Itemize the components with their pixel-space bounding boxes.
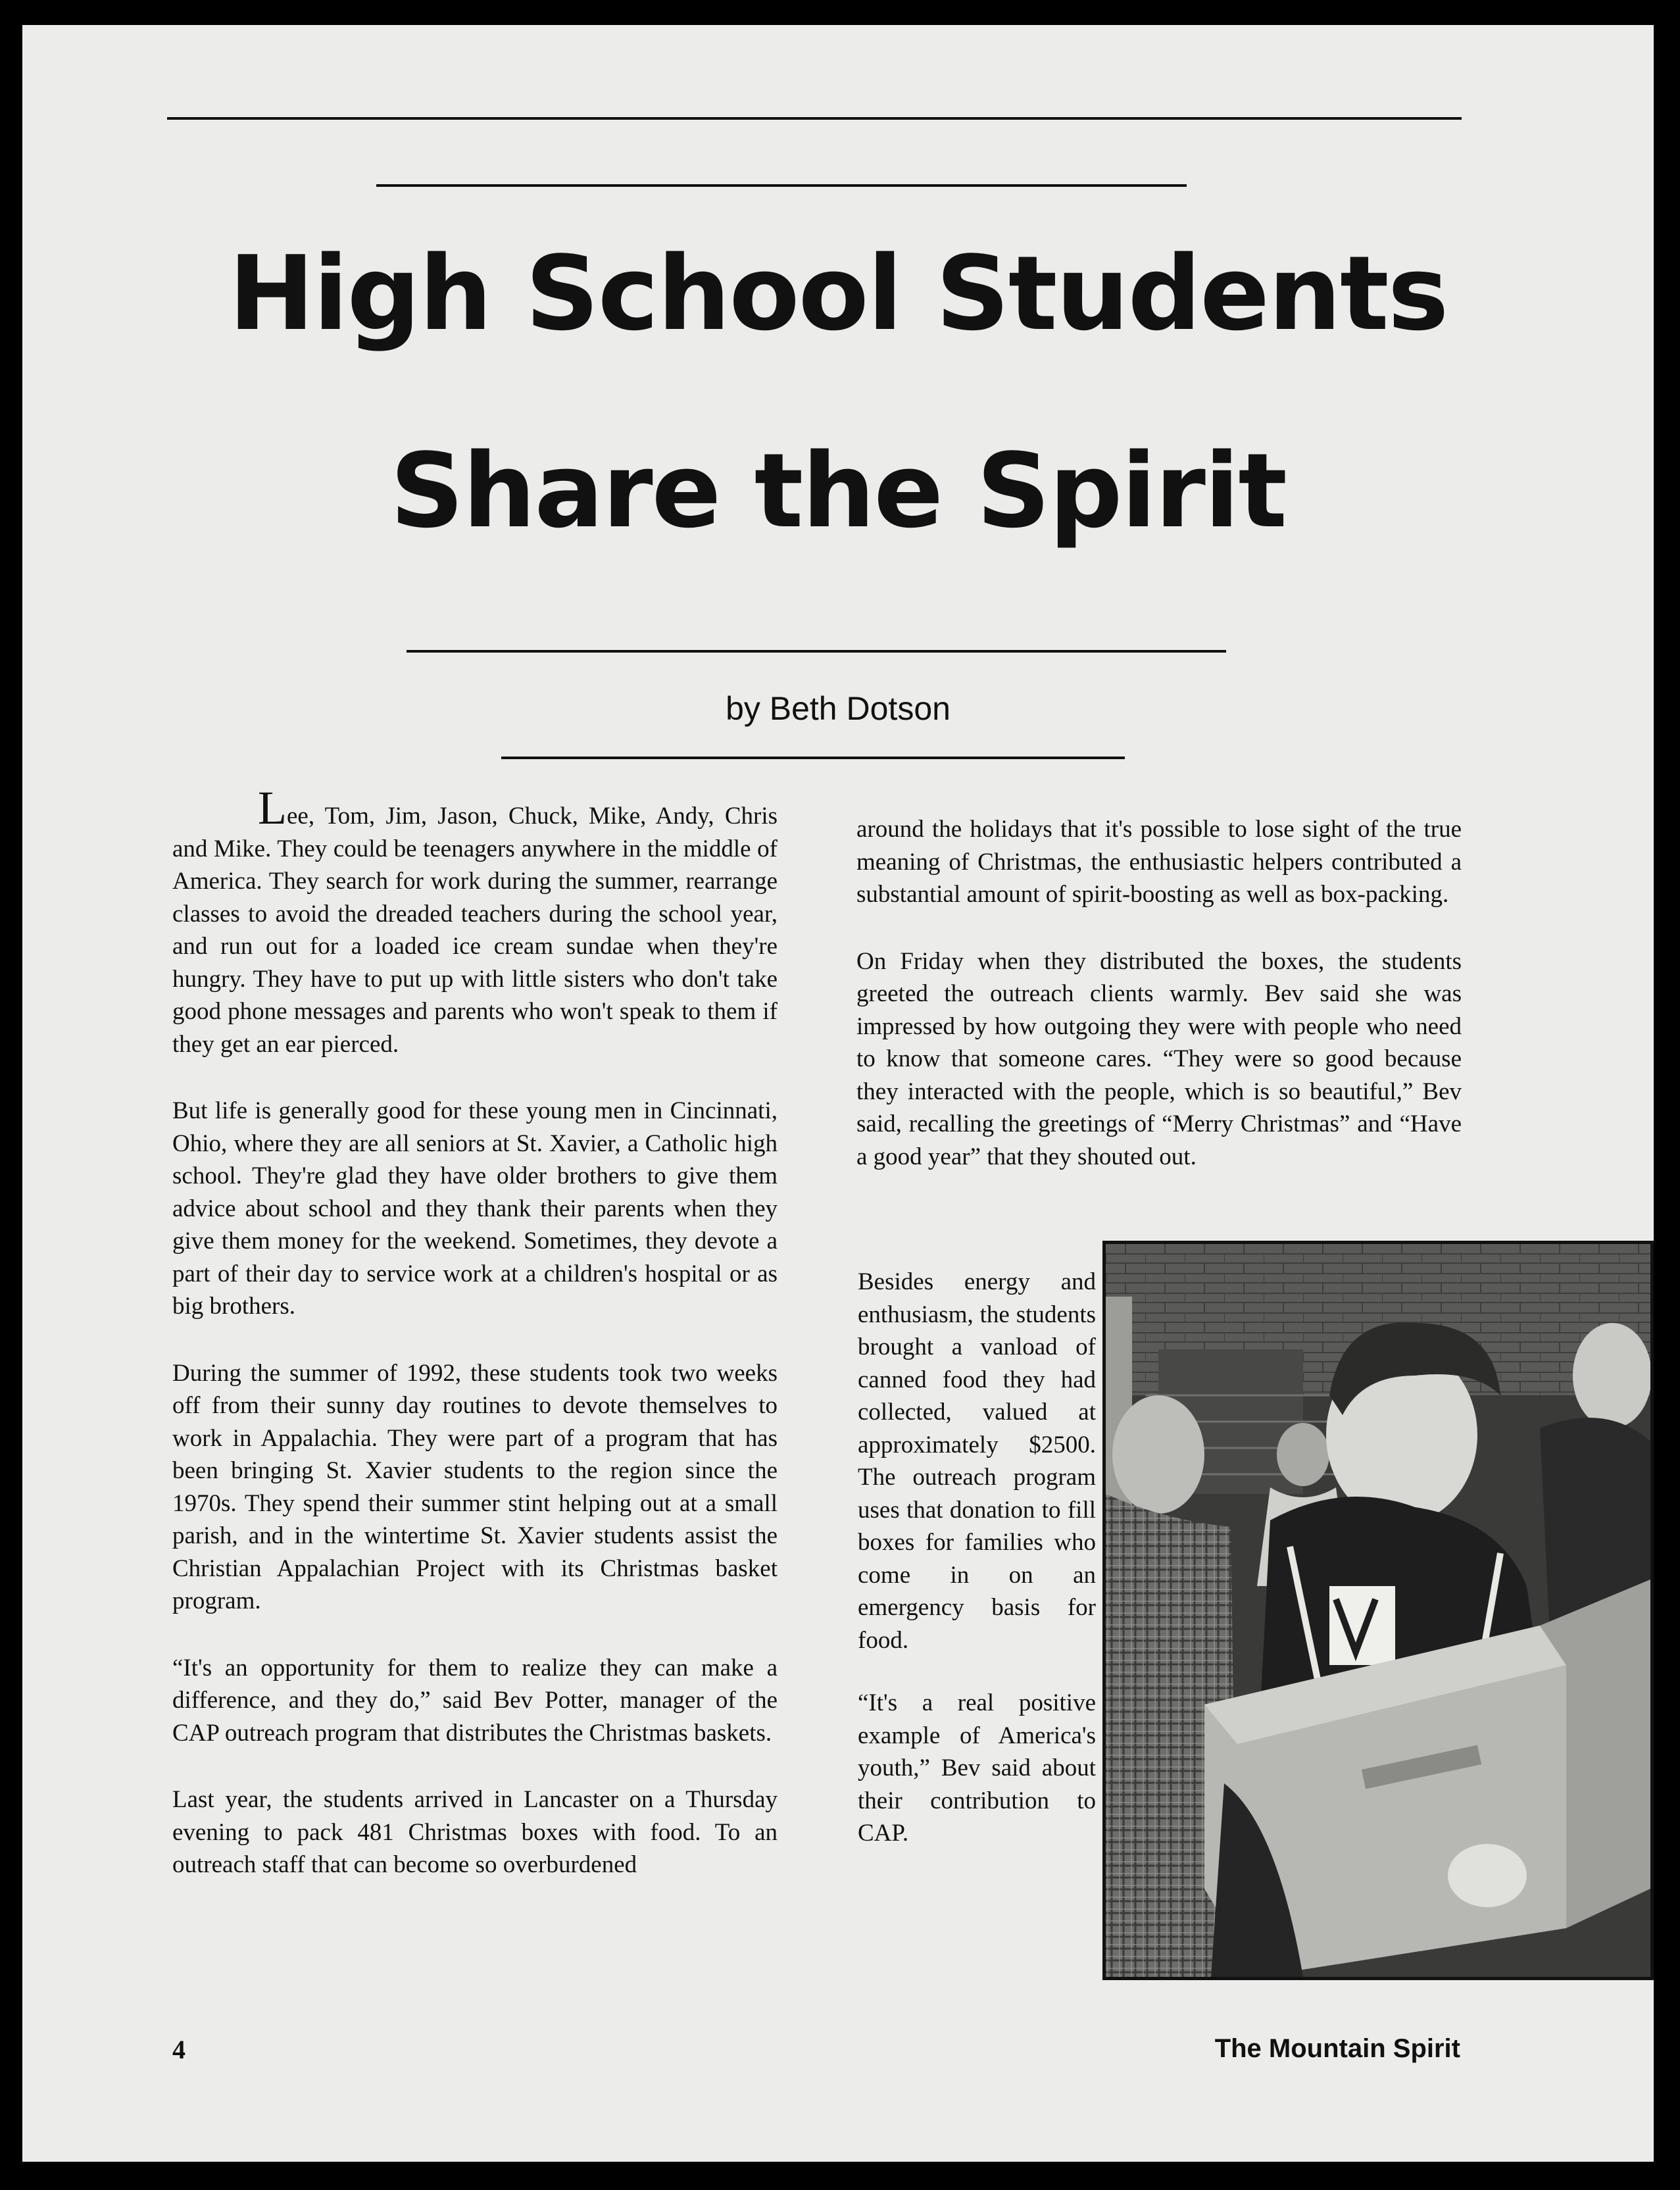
- paragraph-9: “It's a real positive example of America's youth,” Bev said about their contribution to CAP.: [858, 1689, 1096, 1847]
- byline-rule: [501, 757, 1125, 759]
- paragraph-2: But life is generally good for these young men in Cincinnati, Ohio, where they are all seniors at St. Xavier, a Catholic high school. They're glad they have older brothers to give them advice about school and they thank their parents when they give them money for the weekend. Sometimes, they devote a part of their day to service work at a children's hospital or as big brothers.: [172, 1097, 778, 1320]
- paragraph-1: [172, 782, 778, 1060]
- left-column: [172, 782, 778, 1916]
- top-rule: [167, 117, 1462, 120]
- paragraph-6: around the holidays that it's possible to lose sight of the true meaning of Christmas, the enthusiastic helpers contributed a substantial amount of spirit-boosting as well as box-packing.: [856, 816, 1462, 908]
- paragraph-7: On Friday when they distributed the boxes, the students greeted the outreach clients warmly. Bev said she was impressed by how outgoing they were with people who need to know that someone cares. “They were so good because they interacted with the people, which is so beautiful,” Bev said, recalling the greetings of “Merry Christmas” and “Have a good year” that they shouted out.: [856, 947, 1462, 1170]
- photo-students-with-boxes: [1102, 1241, 1654, 1980]
- page-number: 4: [172, 2035, 185, 2064]
- photo-illustration: [1106, 1244, 1650, 1977]
- publication-title: The Mountain Spirit: [1214, 2034, 1460, 2063]
- paragraph-5: Last year, the students arrived in Lancaster on a Thursday evening to pack 481 Christmas boxes with food. To an outreach staff that can become so overburdened: [172, 1786, 778, 1878]
- title-rule-top: [376, 184, 1187, 187]
- paragraph-4: “It's an opportunity for them to realize they can make a difference, and they do,” said Bev Potter, manager of the CAP outreach program that distributes the Christmas baskets.: [172, 1654, 778, 1747]
- right-column: [856, 813, 1462, 1207]
- narrow-column: [858, 1266, 1096, 1880]
- drop-cap: L: [258, 782, 287, 834]
- paragraph-8: Besides energy and enthusiasm, the students brought a vanload of canned food they had collected, valued at approximately $2500. The outreach program uses that donation to fill boxes for families who come in on an emergency basis for food.: [858, 1268, 1096, 1654]
- headline-line-2: Share the Spirit: [390, 431, 1286, 551]
- paragraph-1-text: ee, Tom, Jim, Jason, Chuck, Mike, Andy, Chris and Mike. They could be teenagers anywhere in the middle of America. They search for work during the summer, rearrange classes to avoid the dreaded teachers during the school year, and run out for a loaded ice cream sundae when they're hungry. They have to put up with little sisters who don't take good phone messages and parents who won't speak to them if they get an ear pierced.: [172, 803, 778, 1058]
- byline: by Beth Dotson: [726, 690, 951, 727]
- paragraph-3: During the summer of 1992, these students took two weeks off from their sunny day routines to devote themselves to work in Appalachia. They were part of a program that has been bringing St. Xavier students to the region since the 1970s. They spend their summer stint helping out at a small parish, and in the wintertime St. Xavier students assist the Christian Appalachian Project with its Christmas basket program.: [172, 1359, 778, 1614]
- headline-line-1: High School Students: [228, 234, 1448, 353]
- title-rule-bottom: [407, 650, 1226, 653]
- magazine-page: [22, 25, 1654, 2162]
